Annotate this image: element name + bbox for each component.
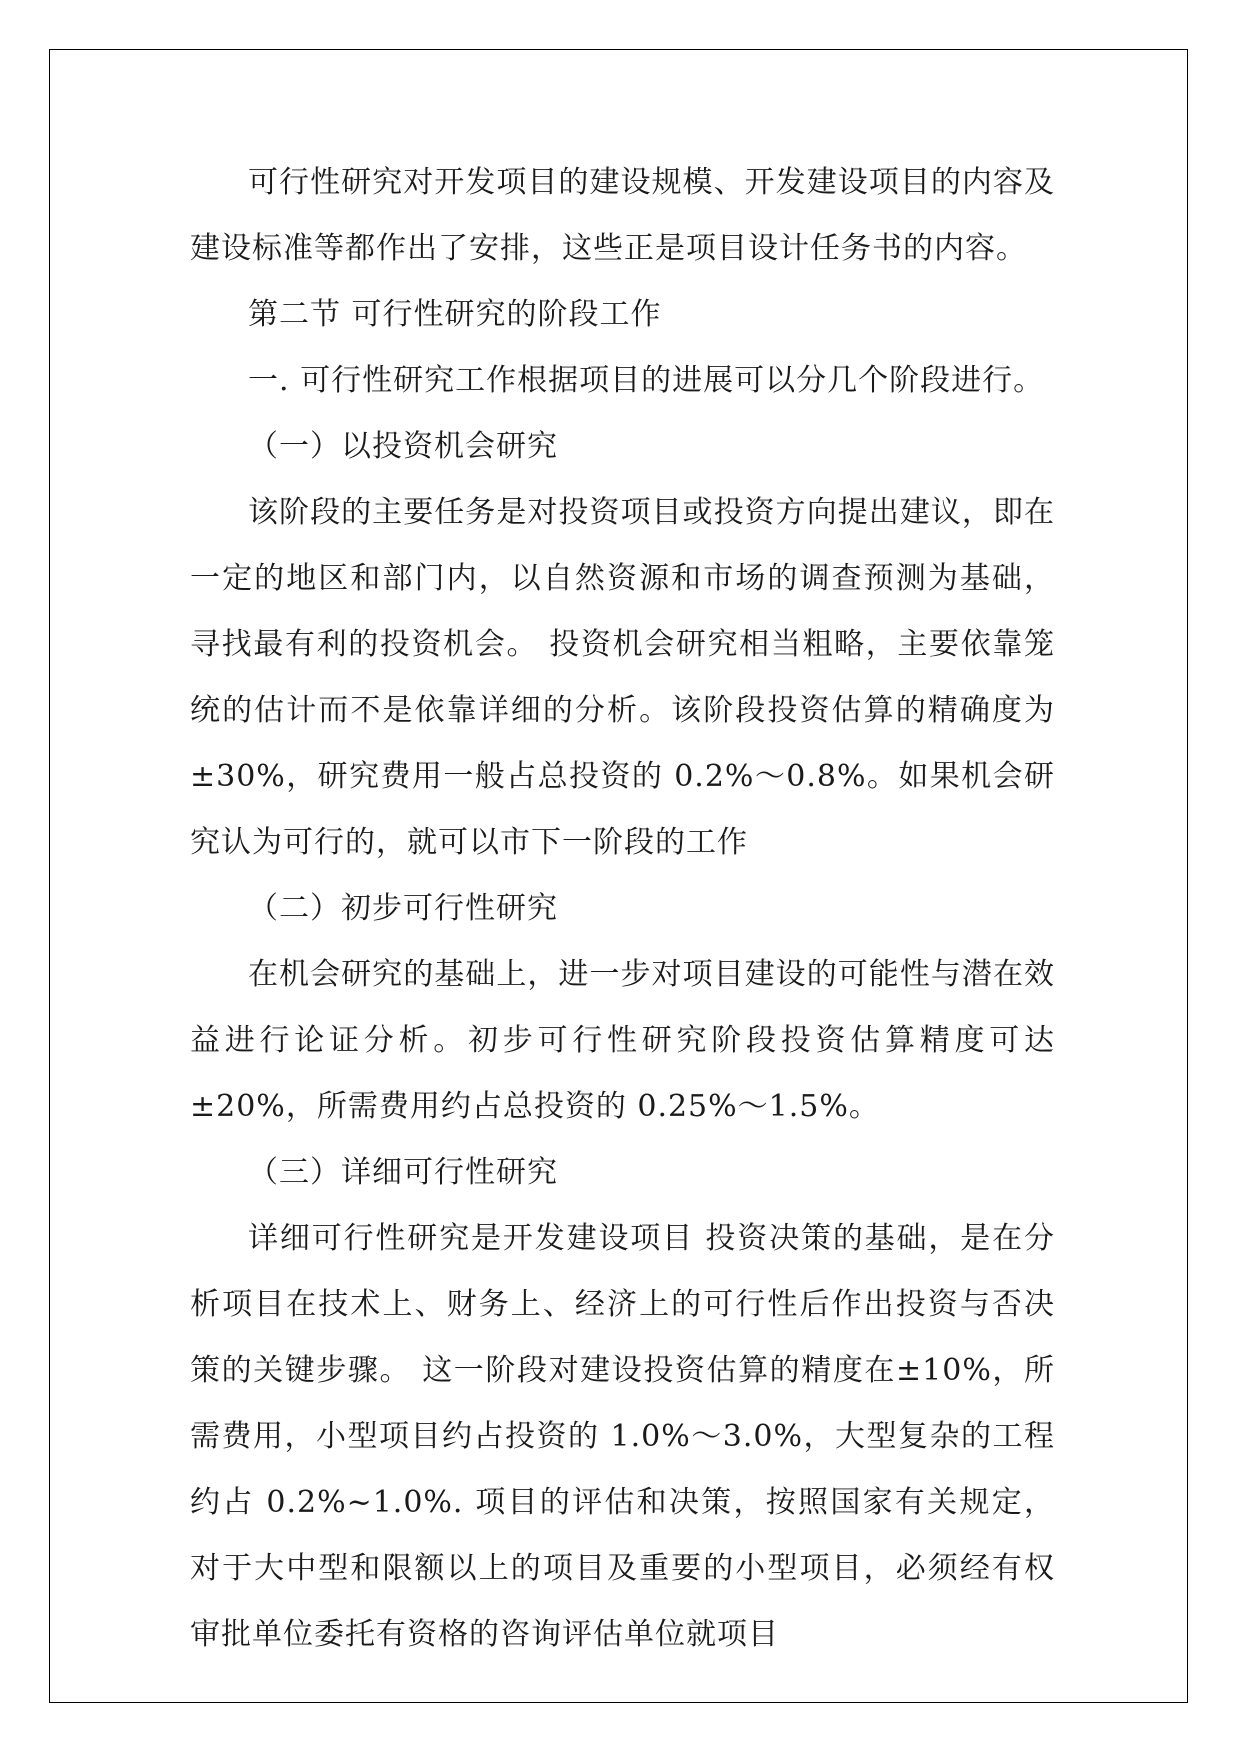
document-body (190, 150, 1055, 1668)
stage-paragraph-3: 详细可行性研究是开发建设项目 投资决策的基础，是在分析项目在技术上、财务上、经济上的可行性后作出投资与否决策的关键步骤。 这一阶段对建设投资估算的精度在±10%，所需费用，小型项目约占投资的 1.0%～3.0%，大型复杂的工程约占 0.2%~1.0%. 项目的评估和决策，按照国家有关规定，对于大中型和限额以上的项目及重要的小型项目，必须经有权审批单位委托有资格的咨询评估单位就项目 (190, 1221, 1055, 1652)
stage-paragraph-2: 在机会研究的基础上，进一步对项目建设的可能性与潜在效益进行论证分析。初步可行性研究阶段投资估算精度可达±20%，所需费用约占总投资的 0.25%～1.5%。 (190, 957, 1055, 1124)
section-title: 第二节 可行性研究的阶段工作 (248, 297, 662, 332)
paragraph-intro: 可行性研究对开发项目的建设规模、开发建设项目的内容及建设标准等都作出了安排，这些正是项目设计任务书的内容。 (190, 165, 1055, 266)
subsection-title: 一. 可行性研究工作根据项目的进展可以分几个阶段进行。 (248, 363, 1045, 398)
stage-heading-1: （一）以投资机会研究 (248, 429, 558, 464)
stage-heading-2: （二）初步可行性研究 (248, 891, 558, 926)
stage-paragraph-1: 该阶段的主要任务是对投资项目或投资方向提出建议，即在一定的地区和部门内，以自然资源和市场的调查预测为基础，寻找最有利的投资机会。 投资机会研究相当粗略，主要依靠笼统的估计而不是依靠详细的分析。该阶段投资估算的精确度为±30%，研究费用一般占总投资的 0.2%～0.8%。如果机会研究认为可行的，就可以市下一阶段的工作 (190, 495, 1055, 860)
stage-heading-3: （三）详细可行性研究 (248, 1155, 558, 1190)
